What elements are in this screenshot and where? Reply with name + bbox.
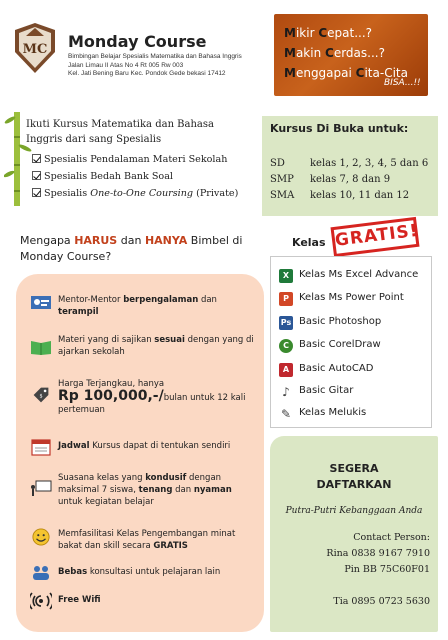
contact-rina: Rina 0838 9167 7910 <box>326 548 430 559</box>
slogan-box <box>274 14 428 96</box>
brand-title: Monday Course <box>68 32 207 51</box>
svg-text:$: $ <box>39 393 43 400</box>
course-item: Spesialis Bedah Bank Soal <box>32 170 173 182</box>
kelas-item: Basic AutoCAD <box>299 363 374 374</box>
why-heading: Mengapa HARUS dan HANYA Bimbel di Monday Course? <box>20 234 243 263</box>
guitar-icon: ♪ <box>279 385 293 399</box>
logo-letters: MC <box>22 42 48 57</box>
brand-address <box>68 53 242 79</box>
calendar-icon <box>30 438 52 456</box>
kelas-item: Basic Gitar <box>299 385 354 396</box>
slogan-line-1: Mikir Cepat...? <box>284 26 373 40</box>
consultation-icon <box>30 564 52 582</box>
course-item: Spesialis Pendalaman Materi Sekolah <box>32 153 227 165</box>
brand-tagline: Bimbingan Belajar Spesialis Matematika dan Bahasa Inggris <box>68 53 242 60</box>
courses-intro-line2: Inggris dari sang Spesialis <box>26 134 162 145</box>
book-icon <box>30 338 52 356</box>
brand-address-line1: Jalan Limau II Atas No 4 Rt 005 Rw 003 <box>68 61 184 69</box>
mentor-icon <box>30 294 52 312</box>
slogan-bisa: BISA...!! <box>384 78 421 88</box>
why-item-konsultasi: Bebas konsultasi untuk pelajaran lain <box>58 567 221 577</box>
why-item-materi: Materi yang di sajikan sesuai dengan yang di ajarkan sekolah <box>58 335 254 357</box>
checkbox-icon <box>32 154 41 163</box>
level-row: SMA kelas 10, 11 dan 12 <box>270 190 410 201</box>
register-tagline: Putra-Putri Kebanggaan Anda <box>285 506 423 516</box>
contact-pin: Pin BB 75C60F01 <box>344 564 430 575</box>
excel-icon: X <box>279 269 293 283</box>
why-item-mentor: Mentor-Mentor berpengalaman dan terampil <box>58 295 217 317</box>
kursus-box <box>262 116 438 216</box>
why-item-fasilitas: Memfasilitasi Kelas Pengembangan minat bakat dan skill secara GRATIS <box>58 529 236 551</box>
checkbox-icon <box>32 171 41 180</box>
register-title-2: DAFTARKAN <box>316 478 392 491</box>
wifi-icon <box>30 592 52 610</box>
why-item-harga: Harga Terjangkau, hanya Rp 100,000,-/bulan untuk 12 kali pertemuan <box>58 379 246 415</box>
kelas-item: Kelas Ms Excel Advance <box>299 269 419 280</box>
course-item: Spesialis One-to-One Coursing (Private) <box>32 187 238 199</box>
level-row: SD kelas 1, 2, 3, 4, 5 dan 6 <box>270 158 429 169</box>
coreldraw-icon: C <box>279 339 293 353</box>
why-item-wifi: Free Wifi <box>58 595 101 605</box>
classroom-icon <box>30 480 52 498</box>
slogan-line-2: Makin Cerdas...? <box>284 46 385 60</box>
courses-intro-line1: Ikuti Kursus Matematika dan Bahasa <box>26 119 214 130</box>
logo-icon <box>14 22 56 74</box>
slogan-line-3: Menggapai Cita-Cita <box>284 66 408 80</box>
kelas-label: Kelas <box>292 236 326 249</box>
price-tag-icon <box>30 386 52 404</box>
photoshop-icon: Ps <box>279 316 293 330</box>
kelas-item: Basic Photoshop <box>299 316 382 327</box>
kelas-item: Kelas Ms Power Point <box>299 292 404 303</box>
gratis-stamp: GRATIS! <box>330 217 419 257</box>
why-box <box>16 274 264 632</box>
brand-address-line2: Kel. Jati Bening Baru Kec. Pondok Gede bekasi 17412 <box>68 70 226 77</box>
level-row: SMP kelas 7, 8 dan 9 <box>270 174 391 185</box>
register-title-1: SEGERA <box>329 462 379 475</box>
kelas-box <box>270 256 432 428</box>
why-item-suasana: Suasana kelas yang kondusif dengan maksimal 7 siswa, tenang dan nyaman untuk kegiatan belajar <box>58 473 232 507</box>
kelas-item: Kelas Melukis <box>299 407 367 418</box>
brush-icon: ✎ <box>280 407 292 421</box>
why-item-jadwal: Jadwal Kursus dapat di tentukan sendiri <box>58 441 231 451</box>
contact-label: Contact Person: <box>353 532 430 543</box>
price: Rp 100,000,-/ <box>58 388 164 404</box>
smiley-icon <box>30 528 52 546</box>
register-box <box>270 436 438 632</box>
contact-tia: Tia 0895 0723 5630 <box>333 596 430 607</box>
checkbox-icon <box>32 188 41 197</box>
autocad-icon: A <box>279 363 293 377</box>
kelas-item: Basic CorelDraw <box>299 339 381 350</box>
kursus-title: Kursus Di Buka untuk: <box>270 122 409 135</box>
header <box>0 0 448 100</box>
courses-intro <box>26 117 214 147</box>
powerpoint-icon: P <box>279 292 293 306</box>
